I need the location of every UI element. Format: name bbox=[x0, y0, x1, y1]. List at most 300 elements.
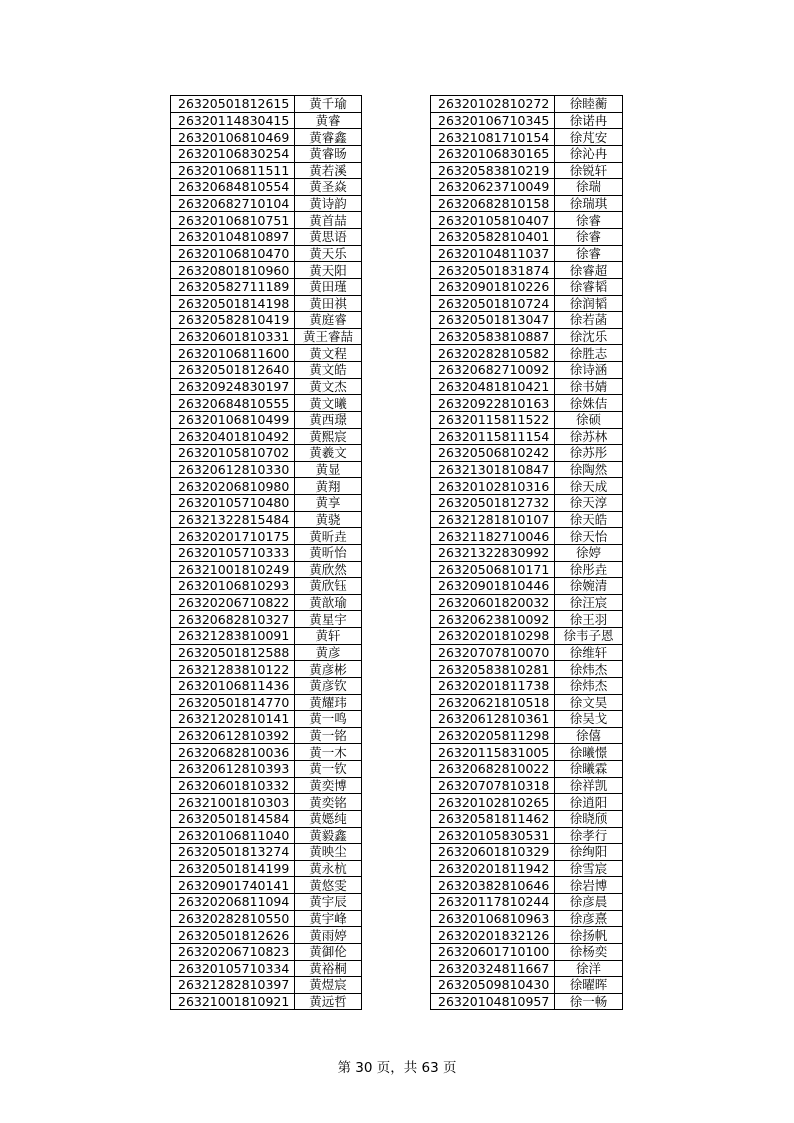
student-name-cell: 徐诺冉 bbox=[555, 112, 623, 129]
student-name-cell: 徐书婧 bbox=[555, 378, 623, 395]
student-name-cell: 黄天乐 bbox=[295, 245, 362, 262]
table-row bbox=[431, 278, 623, 295]
exam-id-cell: 26320501813274 bbox=[171, 844, 295, 861]
exam-id-cell: 26321081710154 bbox=[431, 129, 555, 146]
student-name-cell: 黄若溪 bbox=[295, 162, 362, 179]
table-row bbox=[171, 495, 362, 512]
student-name-cell: 徐维轩 bbox=[555, 644, 623, 661]
exam-id-cell: 26320114830415 bbox=[171, 112, 295, 129]
table-row bbox=[431, 943, 623, 960]
exam-id-cell: 26320501812732 bbox=[431, 495, 555, 512]
student-name-cell: 徐曦憬 bbox=[555, 744, 623, 761]
roster-table-left bbox=[170, 95, 362, 1010]
exam-id-cell: 26320501814770 bbox=[171, 694, 295, 711]
exam-id-cell: 26320201710175 bbox=[171, 528, 295, 545]
exam-id-cell: 26320501814584 bbox=[171, 810, 295, 827]
exam-id-cell: 26320201810298 bbox=[431, 628, 555, 645]
student-name-cell: 徐彤垚 bbox=[555, 561, 623, 578]
exam-id-cell: 26320583810887 bbox=[431, 328, 555, 345]
exam-id-cell: 26321202810141 bbox=[171, 711, 295, 728]
exam-id-cell: 26320501812588 bbox=[171, 644, 295, 661]
table-row bbox=[171, 262, 362, 279]
table-row bbox=[171, 794, 362, 811]
student-name-cell: 徐天淳 bbox=[555, 495, 623, 512]
student-name-cell: 黄彦彬 bbox=[295, 661, 362, 678]
exam-id-cell: 26320105810702 bbox=[171, 445, 295, 462]
student-name-cell: 徐姝佶 bbox=[555, 395, 623, 412]
table-row bbox=[431, 910, 623, 927]
student-name-cell: 黄彦钦 bbox=[295, 677, 362, 694]
exam-id-cell: 26320282810582 bbox=[431, 345, 555, 362]
student-name-cell: 黄文曦 bbox=[295, 395, 362, 412]
student-name-cell: 徐炜杰 bbox=[555, 677, 623, 694]
table-row bbox=[171, 145, 362, 162]
exam-id-cell: 26320102810265 bbox=[431, 794, 555, 811]
table-row bbox=[171, 96, 362, 113]
student-name-cell: 徐睿 bbox=[555, 212, 623, 229]
table-row bbox=[171, 943, 362, 960]
table-row bbox=[171, 927, 362, 944]
student-name-cell: 黄文程 bbox=[295, 345, 362, 362]
student-name-cell: 徐婷 bbox=[555, 544, 623, 561]
table-row bbox=[431, 312, 623, 329]
table-row bbox=[171, 445, 362, 462]
exam-id-cell: 26320501812615 bbox=[171, 96, 295, 113]
student-name-cell: 徐祥凯 bbox=[555, 777, 623, 794]
table-row bbox=[431, 445, 623, 462]
student-name-cell: 徐杨奕 bbox=[555, 943, 623, 960]
exam-id-cell: 26320106811436 bbox=[171, 677, 295, 694]
table-row bbox=[171, 478, 362, 495]
exam-id-cell: 26320582810401 bbox=[431, 229, 555, 246]
roster-table-right-body bbox=[431, 96, 623, 1010]
table-row bbox=[171, 677, 362, 694]
table-row bbox=[171, 827, 362, 844]
student-name-cell: 徐婉清 bbox=[555, 578, 623, 595]
exam-id-cell: 26320105710333 bbox=[171, 544, 295, 561]
table-row bbox=[171, 528, 362, 545]
exam-id-cell: 26321001810921 bbox=[171, 993, 295, 1010]
exam-id-cell: 26320102810272 bbox=[431, 96, 555, 113]
student-name-cell: 徐天成 bbox=[555, 478, 623, 495]
table-row bbox=[431, 927, 623, 944]
table-row bbox=[171, 761, 362, 778]
table-row bbox=[431, 777, 623, 794]
table-row bbox=[171, 844, 362, 861]
exam-id-cell: 26320102810316 bbox=[431, 478, 555, 495]
exam-id-cell: 26320612810393 bbox=[171, 761, 295, 778]
table-row bbox=[431, 611, 623, 628]
table-row bbox=[171, 129, 362, 146]
table-row bbox=[171, 245, 362, 262]
exam-id-cell: 26320105710480 bbox=[171, 495, 295, 512]
table-row bbox=[431, 661, 623, 678]
table-row bbox=[431, 977, 623, 994]
student-name-cell: 黄一木 bbox=[295, 744, 362, 761]
student-name-cell: 黄睿鑫 bbox=[295, 129, 362, 146]
table-row bbox=[171, 312, 362, 329]
student-name-cell: 徐吴戈 bbox=[555, 711, 623, 728]
student-name-cell: 黄欣钰 bbox=[295, 578, 362, 595]
table-row bbox=[431, 877, 623, 894]
student-name-cell: 黄羲文 bbox=[295, 445, 362, 462]
exam-id-cell: 26321283810091 bbox=[171, 628, 295, 645]
student-name-cell: 徐曜晖 bbox=[555, 977, 623, 994]
student-name-cell: 黄千瑜 bbox=[295, 96, 362, 113]
table-row bbox=[431, 744, 623, 761]
table-row bbox=[431, 794, 623, 811]
exam-id-cell: 26320601810331 bbox=[171, 328, 295, 345]
table-row bbox=[431, 810, 623, 827]
exam-id-cell: 26320501831874 bbox=[431, 262, 555, 279]
student-name-cell: 徐雪宸 bbox=[555, 860, 623, 877]
exam-id-cell: 26321322815484 bbox=[171, 511, 295, 528]
table-row bbox=[171, 594, 362, 611]
exam-id-cell: 26321281810107 bbox=[431, 511, 555, 528]
exam-id-cell: 26320106810499 bbox=[171, 411, 295, 428]
table-row bbox=[431, 295, 623, 312]
exam-id-cell: 26320106830254 bbox=[171, 145, 295, 162]
table-row bbox=[431, 677, 623, 694]
exam-id-cell: 26320583810281 bbox=[431, 661, 555, 678]
exam-id-cell: 26320382810646 bbox=[431, 877, 555, 894]
exam-id-cell: 26320106810469 bbox=[171, 129, 295, 146]
student-name-cell: 黄庭睿 bbox=[295, 312, 362, 329]
student-name-cell: 黄文皓 bbox=[295, 362, 362, 379]
table-row bbox=[171, 744, 362, 761]
table-row bbox=[431, 212, 623, 229]
student-name-cell: 徐一畅 bbox=[555, 993, 623, 1010]
exam-id-cell: 26320801810960 bbox=[171, 262, 295, 279]
student-name-cell: 黄映尘 bbox=[295, 844, 362, 861]
student-name-cell: 徐睿韬 bbox=[555, 278, 623, 295]
student-name-cell: 徐韦子恩 bbox=[555, 628, 623, 645]
student-name-cell: 徐逍阳 bbox=[555, 794, 623, 811]
exam-id-cell: 26321283810122 bbox=[171, 661, 295, 678]
exam-id-cell: 26320501813047 bbox=[431, 312, 555, 329]
table-row bbox=[431, 229, 623, 246]
table-row bbox=[431, 960, 623, 977]
student-name-cell: 黄睿 bbox=[295, 112, 362, 129]
table-row bbox=[431, 844, 623, 861]
table-row bbox=[431, 145, 623, 162]
student-name-cell: 徐彦熹 bbox=[555, 910, 623, 927]
exam-id-cell: 26320684810554 bbox=[171, 179, 295, 196]
exam-id-cell: 26321182710046 bbox=[431, 528, 555, 545]
student-name-cell: 徐天怡 bbox=[555, 528, 623, 545]
student-name-cell: 徐天皓 bbox=[555, 511, 623, 528]
student-name-cell: 黄田瑾 bbox=[295, 278, 362, 295]
student-name-cell: 黄耀玮 bbox=[295, 694, 362, 711]
student-name-cell: 徐孝行 bbox=[555, 827, 623, 844]
exam-id-cell: 26320104810957 bbox=[431, 993, 555, 1010]
table-row bbox=[431, 478, 623, 495]
table-row bbox=[431, 495, 623, 512]
table-row bbox=[171, 661, 362, 678]
exam-id-cell: 26320106810470 bbox=[171, 245, 295, 262]
exam-id-cell: 26320901810226 bbox=[431, 278, 555, 295]
exam-id-cell: 26320206810980 bbox=[171, 478, 295, 495]
table-row bbox=[431, 894, 623, 911]
exam-id-cell: 26320583810219 bbox=[431, 162, 555, 179]
exam-id-cell: 26320201811942 bbox=[431, 860, 555, 877]
table-row bbox=[171, 960, 362, 977]
table-row bbox=[431, 262, 623, 279]
student-name-cell: 黄熙宸 bbox=[295, 428, 362, 445]
table-row bbox=[431, 112, 623, 129]
exam-id-cell: 26320501812626 bbox=[171, 927, 295, 944]
table-row bbox=[431, 694, 623, 711]
exam-id-cell: 26320106811600 bbox=[171, 345, 295, 362]
table-row bbox=[171, 428, 362, 445]
exam-id-cell: 26320682710092 bbox=[431, 362, 555, 379]
table-row bbox=[171, 461, 362, 478]
student-name-cell: 黄星宇 bbox=[295, 611, 362, 628]
student-name-cell: 徐锐轩 bbox=[555, 162, 623, 179]
student-name-cell: 徐洋 bbox=[555, 960, 623, 977]
student-name-cell: 黄享 bbox=[295, 495, 362, 512]
exam-id-cell: 26320117810244 bbox=[431, 894, 555, 911]
exam-id-cell: 26320682810158 bbox=[431, 195, 555, 212]
exam-id-cell: 26320922810163 bbox=[431, 395, 555, 412]
student-name-cell: 黄昕垚 bbox=[295, 528, 362, 545]
student-name-cell: 徐芃安 bbox=[555, 129, 623, 146]
exam-id-cell: 26320104811037 bbox=[431, 245, 555, 262]
student-name-cell: 徐苏林 bbox=[555, 428, 623, 445]
student-name-cell: 黄一鸣 bbox=[295, 711, 362, 728]
table-row bbox=[431, 561, 623, 578]
student-name-cell: 徐绚阳 bbox=[555, 844, 623, 861]
table-row bbox=[171, 179, 362, 196]
student-name-cell: 徐王羽 bbox=[555, 611, 623, 628]
table-row bbox=[431, 528, 623, 545]
table-row bbox=[431, 362, 623, 379]
student-name-cell: 黄昕怡 bbox=[295, 544, 362, 561]
table-row bbox=[171, 644, 362, 661]
exam-id-cell: 26321322830992 bbox=[431, 544, 555, 561]
table-row bbox=[171, 810, 362, 827]
table-row bbox=[171, 544, 362, 561]
student-name-cell: 徐睿超 bbox=[555, 262, 623, 279]
exam-id-cell: 26320682810022 bbox=[431, 761, 555, 778]
table-row bbox=[431, 461, 623, 478]
student-name-cell: 徐沈乐 bbox=[555, 328, 623, 345]
student-name-cell: 黄睿旸 bbox=[295, 145, 362, 162]
exam-id-cell: 26320682810327 bbox=[171, 611, 295, 628]
student-name-cell: 徐扬帆 bbox=[555, 927, 623, 944]
student-name-cell: 徐炜杰 bbox=[555, 661, 623, 678]
table-row bbox=[431, 378, 623, 395]
student-name-cell: 徐陶然 bbox=[555, 461, 623, 478]
student-name-cell: 徐润韬 bbox=[555, 295, 623, 312]
exam-id-cell: 26320601810329 bbox=[431, 844, 555, 861]
student-name-cell: 徐瑞 bbox=[555, 179, 623, 196]
student-name-cell: 徐瑞琪 bbox=[555, 195, 623, 212]
exam-id-cell: 26320506810171 bbox=[431, 561, 555, 578]
exam-id-cell: 26320623710049 bbox=[431, 179, 555, 196]
student-name-cell: 黄一铭 bbox=[295, 727, 362, 744]
exam-id-cell: 26320115811522 bbox=[431, 411, 555, 428]
exam-id-cell: 26320282810550 bbox=[171, 910, 295, 927]
table-row bbox=[171, 229, 362, 246]
table-row bbox=[431, 179, 623, 196]
exam-id-cell: 26320901810446 bbox=[431, 578, 555, 595]
table-row bbox=[431, 544, 623, 561]
exam-id-cell: 26320106810751 bbox=[171, 212, 295, 229]
exam-id-cell: 26320106830165 bbox=[431, 145, 555, 162]
exam-id-cell: 26320501814198 bbox=[171, 295, 295, 312]
student-name-cell: 徐硕 bbox=[555, 411, 623, 428]
student-name-cell: 黄田祺 bbox=[295, 295, 362, 312]
table-row bbox=[171, 295, 362, 312]
student-name-cell: 徐文昊 bbox=[555, 694, 623, 711]
exam-id-cell: 26320621810518 bbox=[431, 694, 555, 711]
table-row bbox=[171, 561, 362, 578]
exam-id-cell: 26320707810070 bbox=[431, 644, 555, 661]
exam-id-cell: 26320501810724 bbox=[431, 295, 555, 312]
student-name-cell: 黄天阳 bbox=[295, 262, 362, 279]
table-row bbox=[171, 278, 362, 295]
table-row bbox=[171, 162, 362, 179]
exam-id-cell: 26320105830531 bbox=[431, 827, 555, 844]
table-row bbox=[431, 511, 623, 528]
exam-id-cell: 26320506810242 bbox=[431, 445, 555, 462]
student-name-cell: 黄毅鑫 bbox=[295, 827, 362, 844]
table-row bbox=[171, 578, 362, 595]
student-name-cell: 黄裕桐 bbox=[295, 960, 362, 977]
student-name-cell: 徐彦晨 bbox=[555, 894, 623, 911]
roster-table-right bbox=[430, 95, 623, 1010]
exam-id-cell: 26320201811738 bbox=[431, 677, 555, 694]
exam-id-cell: 26320901740141 bbox=[171, 877, 295, 894]
exam-id-cell: 26320682710104 bbox=[171, 195, 295, 212]
table-row bbox=[171, 362, 362, 379]
table-row bbox=[431, 578, 623, 595]
exam-id-cell: 26320682810036 bbox=[171, 744, 295, 761]
table-row bbox=[171, 877, 362, 894]
exam-id-cell: 26320115811154 bbox=[431, 428, 555, 445]
exam-id-cell: 26320115831005 bbox=[431, 744, 555, 761]
table-row bbox=[431, 860, 623, 877]
exam-id-cell: 26320401810492 bbox=[171, 428, 295, 445]
student-name-cell: 黄御伦 bbox=[295, 943, 362, 960]
student-name-cell: 黄翔 bbox=[295, 478, 362, 495]
exam-id-cell: 26320106810293 bbox=[171, 578, 295, 595]
student-name-cell: 徐苏彤 bbox=[555, 445, 623, 462]
table-row bbox=[171, 977, 362, 994]
student-name-cell: 徐若菡 bbox=[555, 312, 623, 329]
exam-id-cell: 26320106710345 bbox=[431, 112, 555, 129]
exam-id-cell: 26320106810963 bbox=[431, 910, 555, 927]
exam-id-cell: 26320582711189 bbox=[171, 278, 295, 295]
exam-id-cell: 26320582810419 bbox=[171, 312, 295, 329]
exam-id-cell: 26320623810092 bbox=[431, 611, 555, 628]
exam-id-cell: 26320324811667 bbox=[431, 960, 555, 977]
student-name-cell: 黄远哲 bbox=[295, 993, 362, 1010]
table-row bbox=[431, 195, 623, 212]
exam-id-cell: 26321001810249 bbox=[171, 561, 295, 578]
table-row bbox=[171, 727, 362, 744]
student-name-cell: 黄骁 bbox=[295, 511, 362, 528]
table-row bbox=[431, 411, 623, 428]
table-row bbox=[171, 777, 362, 794]
table-row bbox=[431, 594, 623, 611]
exam-id-cell: 26320601810332 bbox=[171, 777, 295, 794]
table-row bbox=[431, 727, 623, 744]
student-name-cell: 黄思语 bbox=[295, 229, 362, 246]
table-row bbox=[171, 195, 362, 212]
student-name-cell: 黄首喆 bbox=[295, 212, 362, 229]
student-name-cell: 徐沁冉 bbox=[555, 145, 623, 162]
exam-id-cell: 26320707810318 bbox=[431, 777, 555, 794]
table-row bbox=[431, 162, 623, 179]
table-row bbox=[431, 245, 623, 262]
table-row bbox=[431, 827, 623, 844]
table-row bbox=[171, 628, 362, 645]
student-name-cell: 黄王睿喆 bbox=[295, 328, 362, 345]
student-name-cell: 黄奕铭 bbox=[295, 794, 362, 811]
table-row bbox=[171, 894, 362, 911]
student-name-cell: 黄宇峰 bbox=[295, 910, 362, 927]
table-row bbox=[431, 761, 623, 778]
exam-id-cell: 26320206710822 bbox=[171, 594, 295, 611]
table-row bbox=[431, 993, 623, 1010]
exam-id-cell: 26320481810421 bbox=[431, 378, 555, 395]
student-name-cell: 黄奕博 bbox=[295, 777, 362, 794]
exam-id-cell: 26320501812640 bbox=[171, 362, 295, 379]
exam-id-cell: 26320206811094 bbox=[171, 894, 295, 911]
student-name-cell: 黄欣然 bbox=[295, 561, 362, 578]
exam-id-cell: 26320106811511 bbox=[171, 162, 295, 179]
exam-id-cell: 26320105710334 bbox=[171, 960, 295, 977]
student-name-cell: 黄文杰 bbox=[295, 378, 362, 395]
table-row bbox=[431, 428, 623, 445]
table-row bbox=[171, 711, 362, 728]
table-row bbox=[431, 395, 623, 412]
student-name-cell: 徐睦蘅 bbox=[555, 96, 623, 113]
student-name-cell: 黄嫕纯 bbox=[295, 810, 362, 827]
table-row bbox=[431, 96, 623, 113]
table-row bbox=[171, 112, 362, 129]
exam-id-cell: 26320924830197 bbox=[171, 378, 295, 395]
student-name-cell: 徐诗涵 bbox=[555, 362, 623, 379]
student-name-cell: 徐曦霖 bbox=[555, 761, 623, 778]
student-name-cell: 黄一钦 bbox=[295, 761, 362, 778]
table-row bbox=[171, 511, 362, 528]
exam-id-cell: 26320105810407 bbox=[431, 212, 555, 229]
exam-id-cell: 26320206710823 bbox=[171, 943, 295, 960]
table-row bbox=[431, 328, 623, 345]
exam-id-cell: 26320612810330 bbox=[171, 461, 295, 478]
student-name-cell: 徐睿 bbox=[555, 229, 623, 246]
exam-id-cell: 26321301810847 bbox=[431, 461, 555, 478]
student-name-cell: 黄煜宸 bbox=[295, 977, 362, 994]
table-row bbox=[171, 378, 362, 395]
student-name-cell: 黄西璟 bbox=[295, 411, 362, 428]
table-row bbox=[431, 711, 623, 728]
table-row bbox=[171, 395, 362, 412]
exam-id-cell: 26320501814199 bbox=[171, 860, 295, 877]
exam-id-cell: 26320509810430 bbox=[431, 977, 555, 994]
table-row bbox=[171, 993, 362, 1010]
page-footer: 第 30 页，共 63 页 bbox=[337, 1060, 457, 1076]
table-row bbox=[431, 345, 623, 362]
table-row bbox=[171, 860, 362, 877]
table-row bbox=[431, 644, 623, 661]
student-name-cell: 黄轩 bbox=[295, 628, 362, 645]
student-name-cell: 黄宇辰 bbox=[295, 894, 362, 911]
student-name-cell: 徐岩博 bbox=[555, 877, 623, 894]
